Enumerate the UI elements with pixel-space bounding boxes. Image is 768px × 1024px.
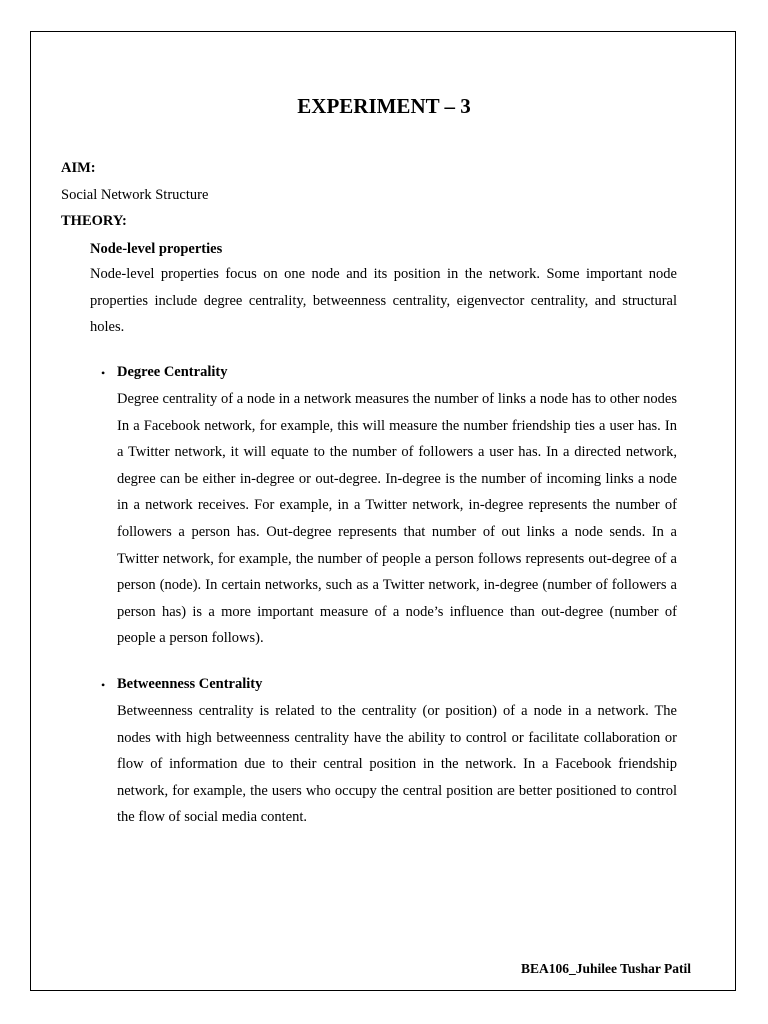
betweenness-centrality-heading: Betweenness Centrality — [117, 676, 263, 692]
theory-label: THEORY: — [61, 213, 127, 229]
bullet-marker: • — [101, 366, 106, 380]
bullet-marker: • — [101, 678, 106, 692]
degree-centrality-paragraph: Degree centrality of a node in a network measures the number of links a node has to other nodes In a Facebook network, for example, this will measure the number friendship ties a user has. In a Twitter network, it will equate to the number of followers a user has. In a directed network, degree can be either in-degree or out-degree. In-degree is the number of incoming links a node in a network receives. For example, in a Twitter network, in-degree represents the number of followers a person has. Out-degree represents that number of out links a node sends. In a Twitter network, for example, the number of people a person follows represents out-degree of a person (node). In certain networks, such as a Twitter network, in-degree (number of followers a person has) is a more important measure of a node’s influence than out-degree (number of people a person follows). — [117, 391, 677, 647]
node-level-heading: Node-level properties — [90, 241, 223, 257]
document-title: EXPERIMENT – 3 — [297, 94, 471, 118]
degree-centrality-heading: Degree Centrality — [117, 364, 228, 380]
betweenness-centrality-paragraph: Betweenness centrality is related to the centrality (or position) of a node in a network. The nodes with high betweenness centrality have the ability to control or facilitate collaboration or flow of information due to their central position in the network. In a Facebook friendship network, for example, the users who occupy the central position are better positioned to control the flow of social media content. — [117, 703, 677, 826]
node-level-paragraph: Node-level properties focus on one node and its position in the network. Some important node properties include degree centrality, betweenness centrality, eigenvector centrality, and structural holes. — [90, 266, 677, 336]
aim-text: Social Network Structure — [61, 187, 209, 203]
footer-author: BEA106_Juhilee Tushar Patil — [520, 961, 691, 976]
aim-label: AIM: — [61, 160, 96, 176]
